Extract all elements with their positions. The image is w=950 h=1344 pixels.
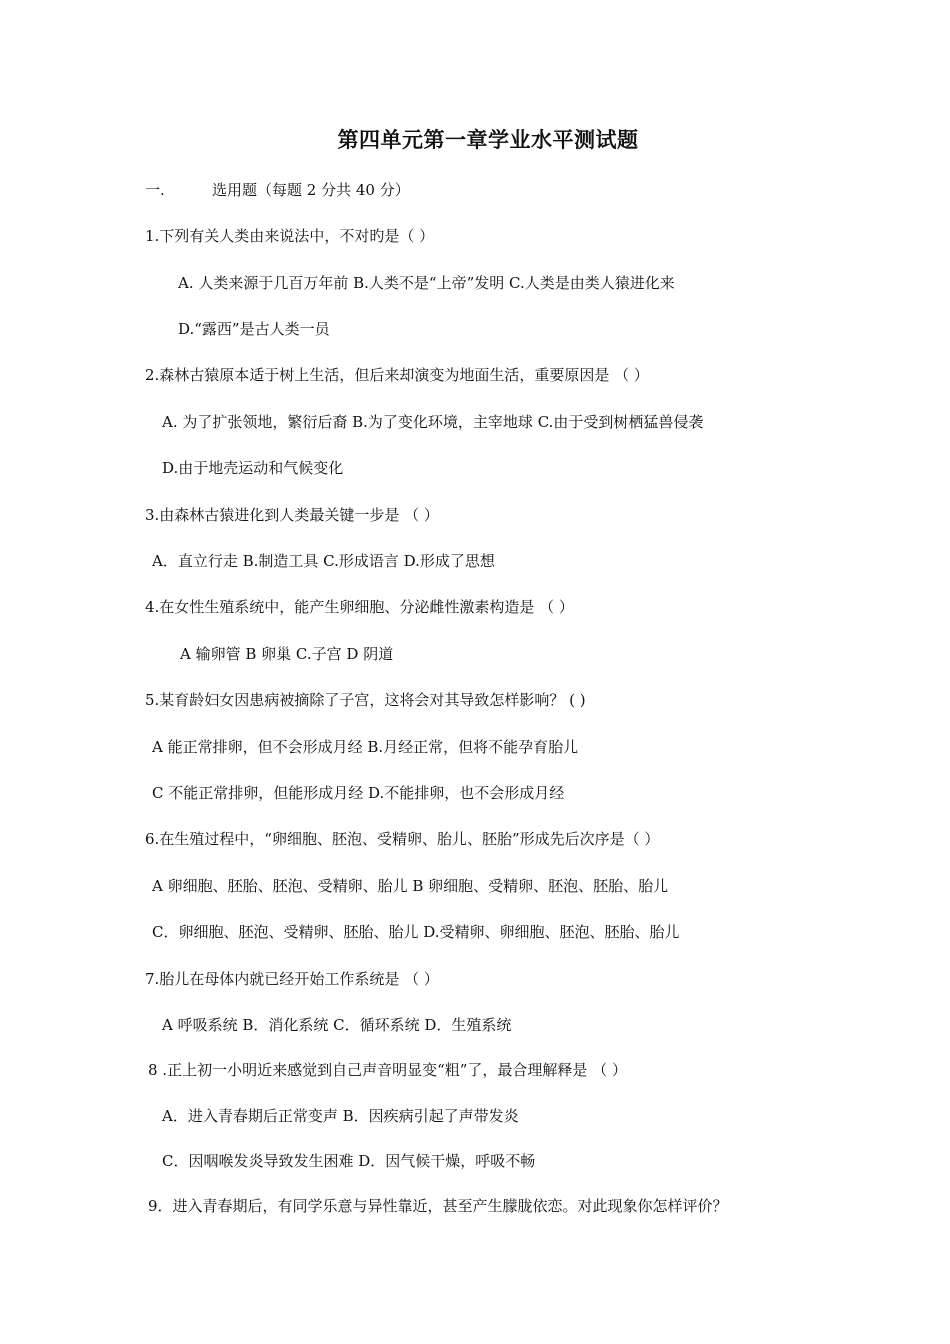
question-5: 5.某育龄妇女因患病被摘除了子宫，这将会对其导致怎样影响？ ( ): [145, 691, 586, 709]
question-6-options-cd: C．卵细胞、胚泡、受精卵、胚胎、胎儿 D.受精卵、卵细胞、胚泡、胚胎、胎儿: [152, 923, 680, 941]
question-6-options-ab: A 卵细胞、胚胎、胚泡、受精卵、胎儿 B 卵细胞、受精卵、胚泡、胚胎、胎儿: [152, 877, 669, 895]
question-1: 1.下列有关人类由来说法中，不对旳是（ ）: [145, 227, 435, 245]
question-1-option-d: D.“露西”是古人类一员: [178, 320, 330, 338]
question-3: 3.由森林古猿进化到人类最关键一步是 （ ）: [145, 506, 439, 524]
section-number: 一.: [145, 181, 165, 199]
question-1-options-abc: A. 人类来源于几百万年前 B.人类不是“上帝”发明 C.人类是由类人猿进化来: [178, 274, 675, 292]
question-5-options-cd: C 不能正常排卵，但能形成月经 D.不能排卵，也不会形成月经: [152, 784, 565, 802]
question-8: 8 .正上初一小明近来感觉到自己声音明显变“粗”了，最合理解释是 （ ）: [148, 1061, 627, 1079]
question-5-options-ab: A 能正常排卵，但不会形成月经 B.月经正常，但将不能孕育胎儿: [152, 738, 579, 756]
question-6: 6.在生殖过程中，“卵细胞、胚泡、受精卵、胎儿、胚胎”形成先后次序是（ ）: [145, 830, 660, 848]
question-4: 4.在女性生殖系统中，能产生卵细胞、分泌雌性激素构造是 （ ）: [145, 598, 574, 616]
question-8-options-ab: A．进入青春期后正常变声 B．因疾病引起了声带发炎: [162, 1107, 519, 1125]
question-4-options: A 输卵管 B 卵巢 C.子宫 D 阴道: [180, 645, 394, 663]
page-title: 第四单元第一章学业水平测试题: [337, 128, 639, 152]
question-2-option-d: D.由于地壳运动和气候变化: [162, 459, 344, 477]
question-8-options-cd: C．因咽喉发炎导致发生困难 D．因气候干燥，呼吸不畅: [162, 1152, 536, 1170]
question-7: 7.胎儿在母体内就已经开始工作系统是 （ ）: [145, 970, 439, 988]
question-2-options-abc: A. 为了扩张领地，繁衍后裔 B.为了变化环境，主宰地球 C.由于受到树栖猛兽侵袭: [162, 413, 704, 431]
section-heading: 选用题（每题 2 分共 40 分）: [212, 181, 410, 199]
question-2: 2.森林古猿原本适于树上生活，但后来却演变为地面生活，重要原因是 （ ）: [145, 366, 649, 384]
question-9: 9．进入青春期后，有同学乐意与异性靠近，甚至产生朦胧依恋。对此现象你怎样评价？: [148, 1197, 728, 1215]
question-3-options: A．直立行走 B.制造工具 C.形成语言 D.形成了思想: [152, 552, 495, 570]
question-7-options: A 呼吸系统 B．消化系统 C．循环系统 D．生殖系统: [162, 1016, 512, 1034]
